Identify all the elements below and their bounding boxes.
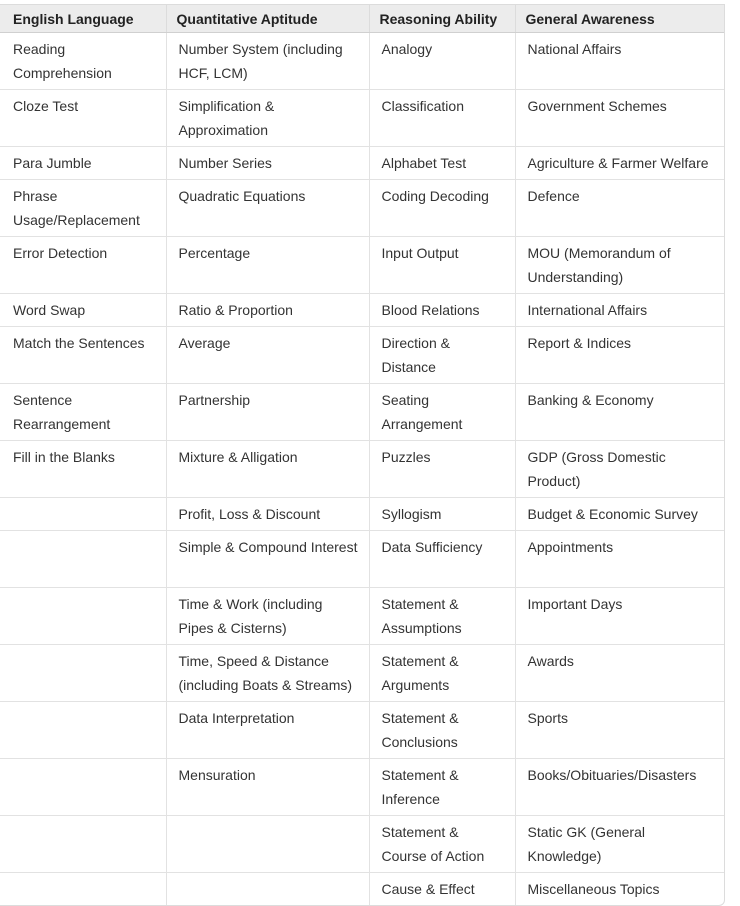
table-cell: Budget & Economic Survey — [515, 498, 724, 531]
table-cell: Ratio & Proportion — [166, 294, 369, 327]
table-cell: GDP (Gross Domestic Product) — [515, 441, 724, 498]
table-row — [0, 588, 724, 645]
table-row — [0, 327, 724, 384]
syllabus-table — [0, 5, 724, 905]
table-cell: Awards — [515, 645, 724, 702]
table-cell: Match the Sentences — [0, 327, 166, 384]
table-cell: Statement & Assumptions — [369, 588, 515, 645]
table-cell: Input Output — [369, 237, 515, 294]
table-cell: Books/Obituaries/Disasters — [515, 759, 724, 816]
table-cell: Number Series — [166, 147, 369, 180]
table-cell: Phrase Usage/Replacement — [0, 180, 166, 237]
table-cell: Sentence Rearrangement — [0, 384, 166, 441]
table-cell: National Affairs — [515, 33, 724, 90]
table-cell: Static GK (General Knowledge) — [515, 816, 724, 873]
table-body — [0, 33, 724, 906]
table-cell — [0, 816, 166, 873]
table-row — [0, 498, 724, 531]
table-cell: Direction & Distance — [369, 327, 515, 384]
header-english-language: English Language — [0, 5, 166, 33]
table-header — [0, 5, 724, 33]
table-cell: Agriculture & Farmer Welfare — [515, 147, 724, 180]
table-row — [0, 147, 724, 180]
table-row — [0, 816, 724, 873]
table-cell — [0, 531, 166, 588]
table-cell: Defence — [515, 180, 724, 237]
table-cell: Important Days — [515, 588, 724, 645]
table-cell — [0, 588, 166, 645]
table-cell — [0, 759, 166, 816]
table-row — [0, 33, 724, 90]
table-cell: Miscellaneous Topics — [527, 881, 660, 897]
syllabus-table-container — [0, 4, 725, 906]
table-cell: Blood Relations — [369, 294, 515, 327]
table-cell: Quadratic Equations — [166, 180, 369, 237]
header-quantitative-aptitude: Quantitative Aptitude — [166, 5, 369, 33]
table-cell: Coding Decoding — [369, 180, 515, 237]
table-cell: Reading Comprehension — [0, 33, 166, 90]
table-cell — [0, 873, 166, 906]
table-cell: Percentage — [166, 237, 369, 294]
table-cell: Average — [166, 327, 369, 384]
table-cell: Seating Arrangement — [369, 384, 515, 441]
header-row — [0, 5, 724, 33]
table-cell: Word Swap — [0, 294, 166, 327]
table-row — [0, 873, 724, 906]
table-row — [0, 441, 724, 498]
table-cell: Alphabet Test — [369, 147, 515, 180]
table-cell: Government Schemes — [515, 90, 724, 147]
table-cell: Data Interpretation — [166, 702, 369, 759]
table-cell: Time & Work (including Pipes & Cisterns) — [166, 588, 369, 645]
table-cell: Appointments — [515, 531, 724, 588]
table-cell — [0, 702, 166, 759]
table-row — [0, 531, 724, 588]
header-general-awareness: General Awareness — [515, 5, 724, 33]
table-cell: International Affairs — [515, 294, 724, 327]
table-cell: Para Jumble — [0, 147, 166, 180]
table-cell: Error Detection — [0, 237, 166, 294]
table-cell: Sports — [515, 702, 724, 759]
table-cell: Number System (including HCF, LCM) — [166, 33, 369, 90]
table-cell: Syllogism — [369, 498, 515, 531]
table-cell: Statement & Conclusions — [369, 702, 515, 759]
table-cell: MOU (Memorandum of Understanding) — [515, 237, 724, 294]
table-cell: Simple & Compound Interest — [166, 531, 369, 588]
table-row — [0, 237, 724, 294]
table-cell: Cause & Effect — [369, 873, 515, 906]
table-row — [0, 384, 724, 441]
table-cell — [166, 816, 369, 873]
table-row — [0, 759, 724, 816]
table-cell: Banking & Economy — [515, 384, 724, 441]
table-cell — [166, 873, 369, 906]
table-cell: Statement & Course of Action — [369, 816, 515, 873]
table-cell: Classification — [369, 90, 515, 147]
table-cell: Simplification & Approximation — [166, 90, 369, 147]
table-row — [0, 645, 724, 702]
table-cell: Mensuration — [166, 759, 369, 816]
table-cell: Mixture & Alligation — [166, 441, 369, 498]
table-row — [0, 90, 724, 147]
table-cell — [0, 645, 166, 702]
table-cell: Analogy — [369, 33, 515, 90]
header-reasoning-ability: Reasoning Ability — [369, 5, 515, 33]
table-row — [0, 294, 724, 327]
table-cell — [0, 498, 166, 531]
table-cell: Partnership — [166, 384, 369, 441]
table-cell: Time, Speed & Distance (including Boats & Streams) — [166, 645, 369, 702]
table-cell: Cloze Test — [0, 90, 166, 147]
table-cell: Puzzles — [369, 441, 515, 498]
table-cell: Report & Indices — [515, 327, 724, 384]
table-cell: Statement & Arguments — [369, 645, 515, 702]
table-cell: Data Sufficiency — [369, 531, 515, 588]
table-cell: Profit, Loss & Discount — [166, 498, 369, 531]
table-cell: Statement & Inference — [369, 759, 515, 816]
table-row — [0, 180, 724, 237]
table-row — [0, 702, 724, 759]
table-cell: Fill in the Blanks — [0, 441, 166, 498]
